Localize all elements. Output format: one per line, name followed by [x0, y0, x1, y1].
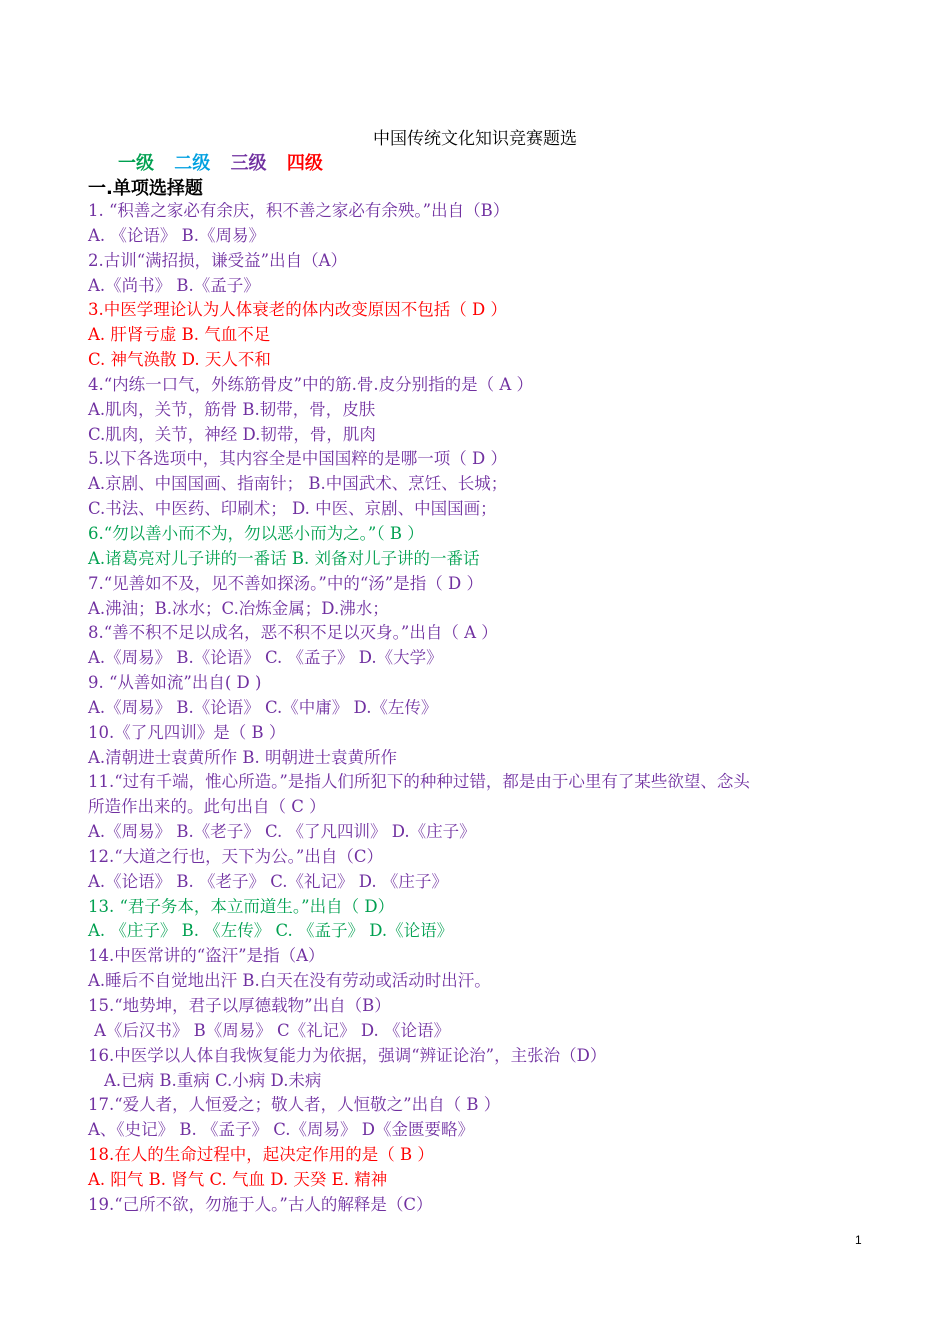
question-line: A《后汉书》 B《周易》 C《礼记》 D. 《论语》 [94, 1020, 451, 1040]
question-line: 3.中医学理论认为人体衰老的体内改变原因不包括（ D ） [88, 300, 507, 320]
question-line: A.诸葛亮对儿子讲的一番话 B. 刘备对儿子讲的一番话 [88, 548, 480, 568]
question-line: 6.“勿以善小而不为，勿以恶小而为之。”（ B ） [88, 523, 424, 543]
question-line: 19.“己所不欲，勿施于人。”古人的解释是（C） [88, 1194, 433, 1214]
question-line: A、《史记》 B. 《孟子》 C.《周易》 D《金匮要略》 [88, 1120, 475, 1140]
question-line: A.沸油；B.冰水；C.冶炼金属；D.沸水； [88, 598, 389, 618]
question-line: A.肌肉，关节，筋骨 B.韧带，骨，皮肤 [88, 399, 376, 419]
level-1-label: 一级 [118, 153, 154, 174]
question-line: 15.“地势坤，君子以厚德载物”出自（B） [88, 996, 391, 1015]
question-line: 所造作出来的。此句出自（ C ） [88, 797, 326, 817]
question-line: A.《周易》 B.《老子》 C. 《了凡四训》 D.《庄子》 [88, 822, 476, 842]
question-line: 2.古训“满招损，谦受益”出自（A） [88, 250, 348, 270]
question-line: 8.“善不积不足以成名，恶不积不足以灭身。”出自（ A ） [88, 623, 498, 643]
question-line: 9. “从善如流”出自( D ) [88, 673, 262, 693]
question-line: 7.“见善如不及，见不善如探汤。”中的“汤”是指（ D ） [88, 573, 483, 593]
question-line: 18.在人的生命过程中，起决定作用的是（ B ） [88, 1145, 434, 1165]
question-line: A.《尚书》 B.《孟子》 [88, 275, 260, 295]
level-3-label: 三级 [230, 153, 267, 174]
question-line: 17.“爱人者，人恒爱之；敬人者，人恒敬之”出自（ B ） [88, 1095, 501, 1115]
question-list [88, 199, 888, 1218]
question-line: A.睡后不自觉地出汗 B.白天在没有劳动或活动时出汗。 [88, 971, 491, 991]
question-line: A.《周易》 B.《论语》 C.《中庸》 D.《左传》 [88, 697, 438, 717]
question-line: 4.“内练一口气，外练筋骨皮”中的筋.骨.皮分别指的是（ A ） [88, 374, 534, 394]
question-line: 1. “积善之家必有余庆，积不善之家必有余殃。”出自（B） [88, 201, 510, 220]
difficulty-levels [118, 149, 337, 175]
question-line: A. 《庄子》 B. 《左传》 C. 《孟子》 D.《论语》 [88, 921, 454, 941]
question-line: 14.中医常讲的“盗汗”是指（A） [88, 946, 325, 966]
question-line: A.已病 B.重病 C.小病 D.未病 [104, 1070, 322, 1090]
question-line: C.肌肉，关节，神经 D.韧带，骨，肌肉 [88, 424, 376, 444]
question-line: A. 肝肾亏虚 B. 气血不足 [88, 325, 271, 345]
section-title: 一.单项选择题 [88, 178, 203, 199]
question-line: 10.《了凡四训》是（ B ） [88, 722, 286, 742]
document-title: 中国传统文化知识竞赛题选 [373, 129, 577, 149]
question-line: A. 《论语》 B.《周易》 [88, 225, 266, 245]
question-line: C.书法、中医药、印刷术； D. 中医、京剧、中国国画； [88, 499, 497, 519]
page-number: 1 [855, 1233, 862, 1247]
question-line: A.《周易》 B.《论语》 C. 《孟子》 D.《大学》 [88, 648, 443, 668]
question-line: A.清朝进士袁黄所作 B. 明朝进士袁黄所作 [88, 747, 398, 767]
question-line: 16.中医学以人体自我恢复能力为依据，强调“辨证论治”，主张治（D） [88, 1045, 607, 1065]
question-line: A.《论语》 B. 《老子》 C.《礼记》 D. 《庄子》 [88, 871, 448, 891]
level-4-label: 四级 [286, 153, 323, 174]
question-line: A. 阳气 B. 肾气 C. 气血 D. 天癸 E. 精神 [88, 1169, 388, 1189]
question-line: 5.以下各选项中，其内容全是中国国粹的是哪一项（ D ） [88, 449, 507, 469]
level-2-label: 二级 [174, 153, 211, 174]
question-line: 11.“过有千端，惟心所造。”是指人们所犯下的种种过错，都是由于心里有了某些欲望、念头 [88, 772, 750, 792]
question-line: 13. “君子务本，本立而道生。”出自（ D） [88, 896, 395, 916]
question-line: C. 神气涣散 D. 天人不和 [88, 350, 271, 370]
question-line: A.京剧、中国国画、指南针； B.中国武术、烹饪、长城； [88, 474, 508, 494]
question-line: 12.“大道之行也，天下为公。”出自（C） [88, 846, 383, 866]
